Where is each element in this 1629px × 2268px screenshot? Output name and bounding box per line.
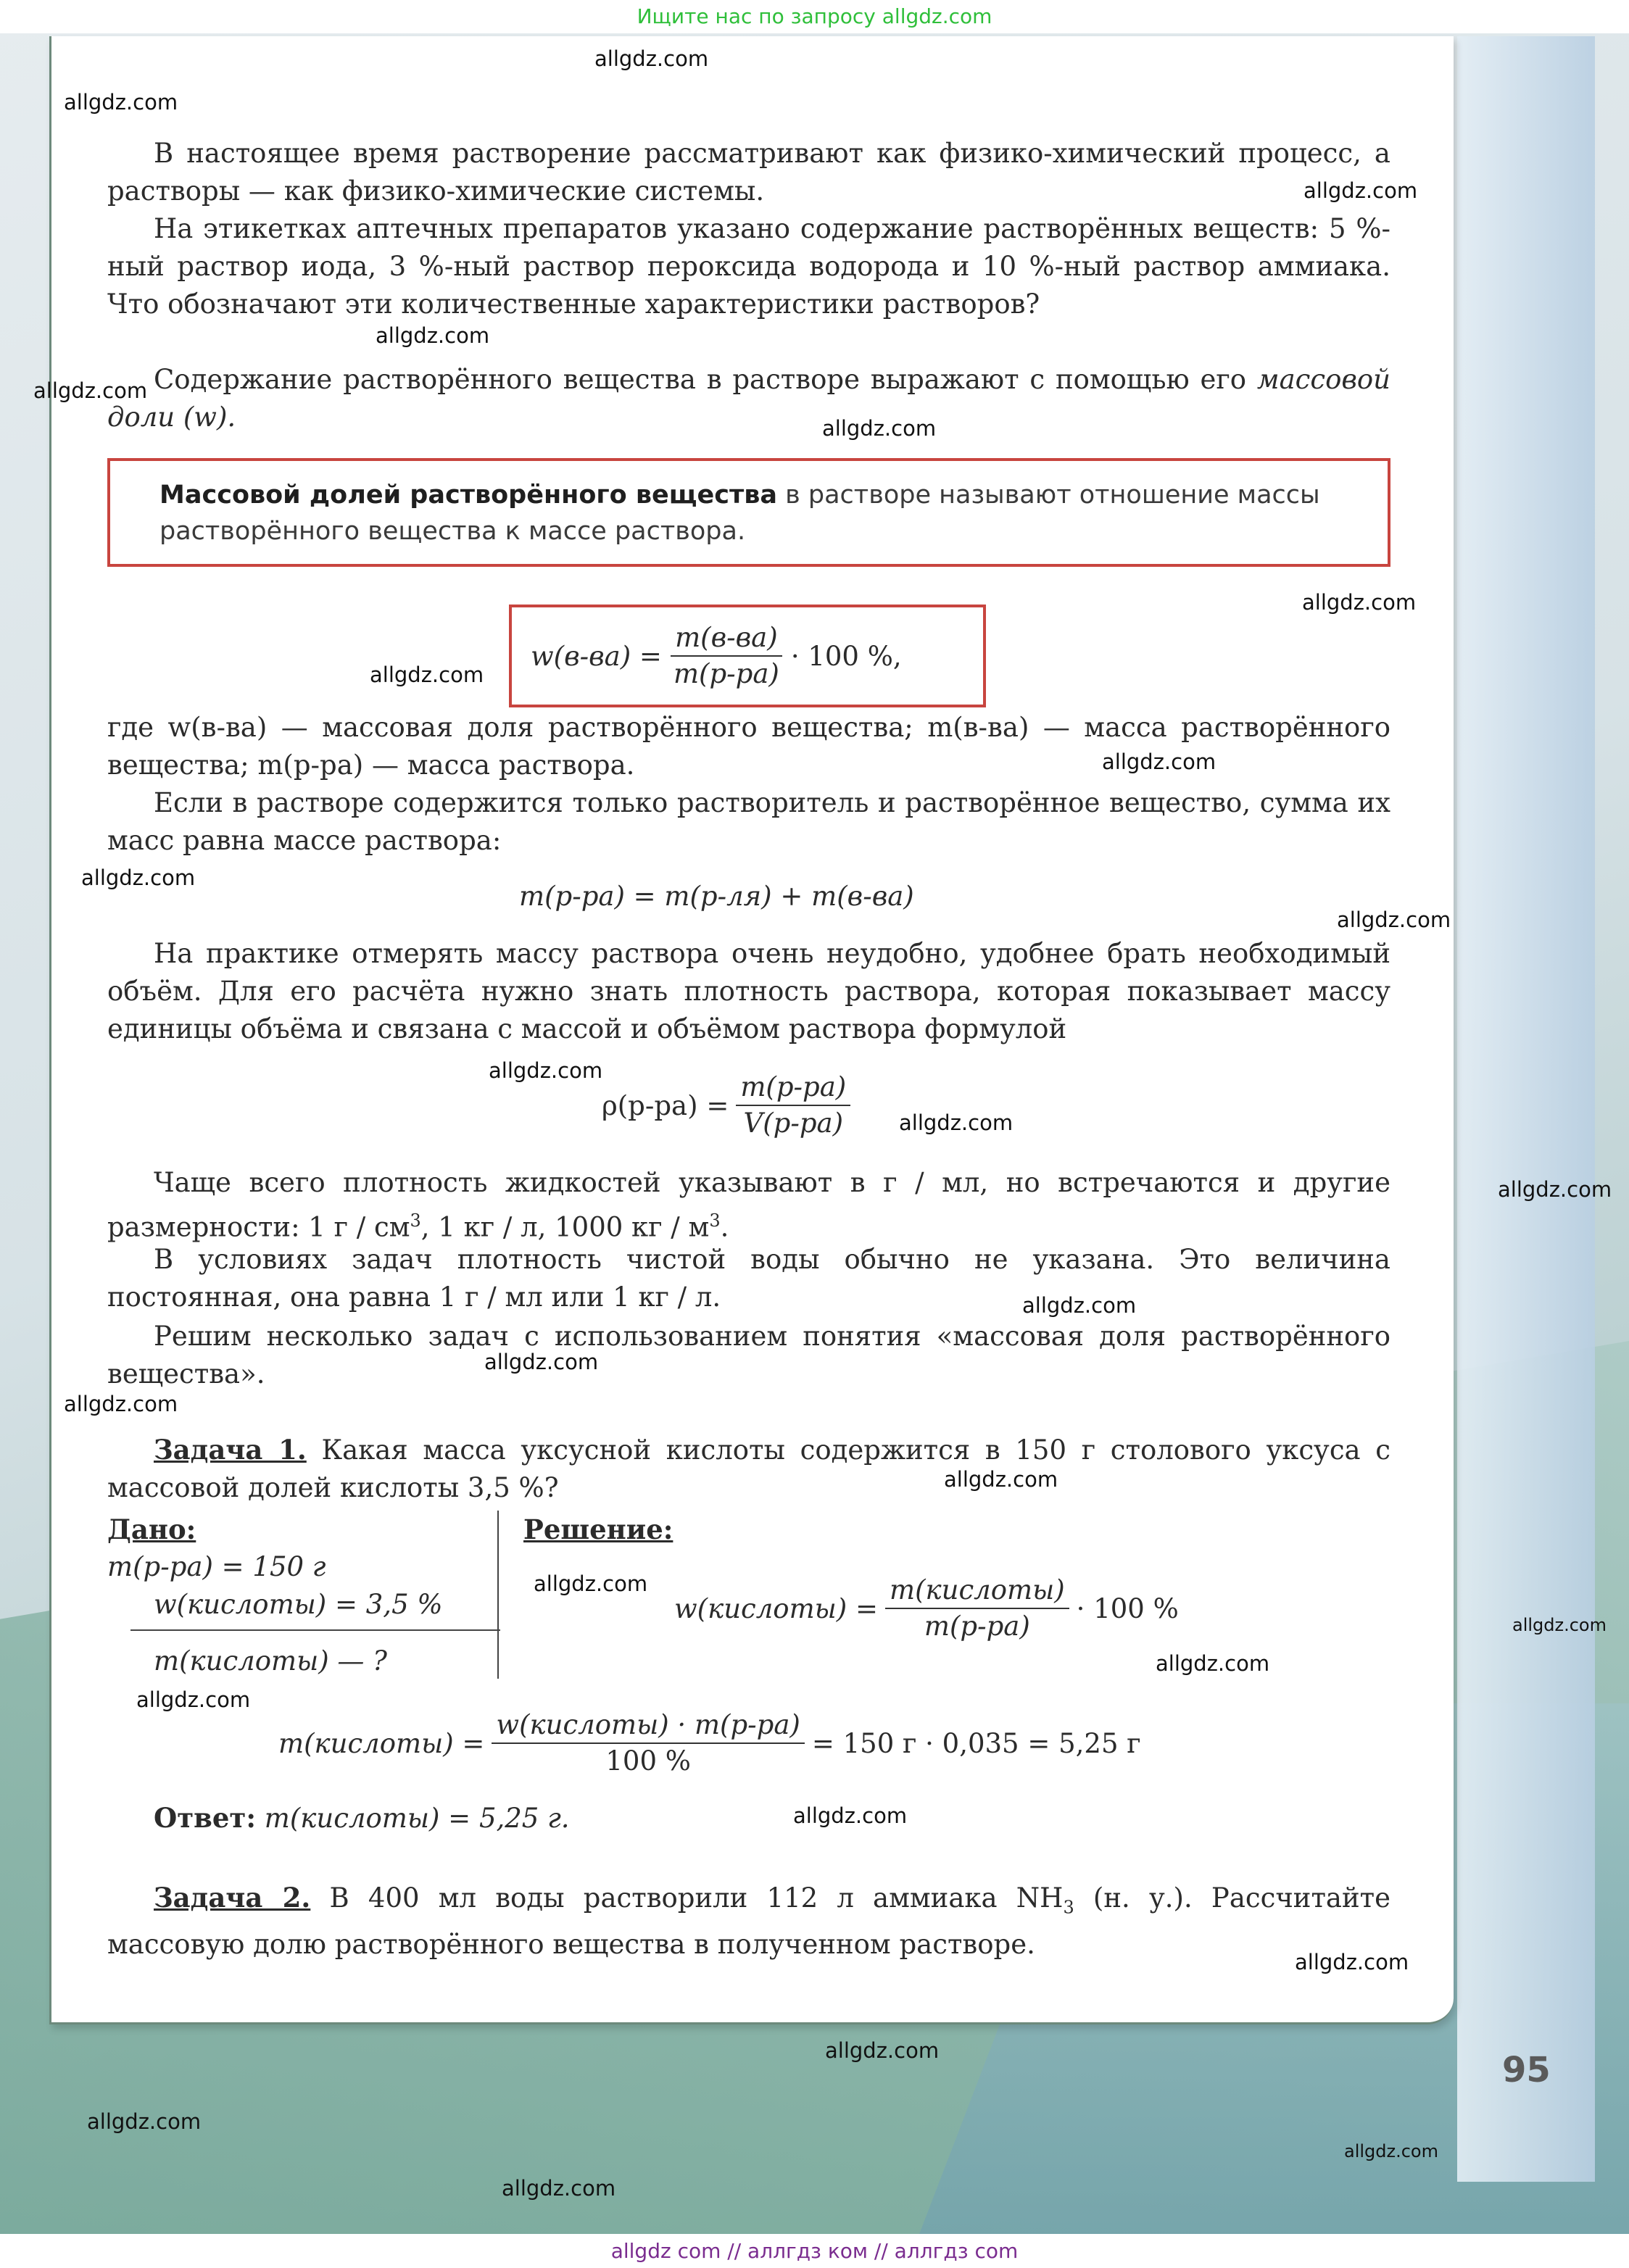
formula-denominator: m(р-ра) (673, 658, 779, 689)
watermark: allgdz.com (1102, 749, 1216, 774)
formula-fraction (669, 620, 784, 691)
formula-density (602, 1066, 858, 1145)
formula-mass-fraction (531, 607, 902, 705)
given-separator (130, 1629, 500, 1631)
paragraph-7-text-b: , 1 кг / л, 1000 кг / м (420, 1211, 710, 1243)
task-2-label: Задача 2. (154, 1882, 311, 1914)
definition-box (107, 458, 1390, 567)
watermark: allgdz.com (822, 416, 937, 441)
paragraph-3-term: массовой доли (w). (107, 364, 1390, 433)
paragraph-5: Если в растворе содержится только растворитель и растворённое вещество, сумма их масс равна массе раствора: (107, 787, 1390, 856)
watermark: allgdz.com (594, 46, 709, 71)
task-2-subscript: 3 (1063, 1897, 1074, 1918)
watermark: allgdz.com (1302, 590, 1417, 615)
watermark: allgdz.com (33, 378, 148, 403)
watermark: allgdz.com (1498, 1177, 1612, 1202)
formula-acid-fraction (674, 1569, 1179, 1648)
paragraph-1: В настоящее время растворение рассматривают как физико-химический процесс, а растворы — как физико-химические системы. (107, 138, 1390, 207)
task-1 (107, 1431, 1390, 1507)
watermark: allgdz.com (136, 1687, 251, 1712)
watermark: allgdz.com (534, 1571, 648, 1596)
watermark: allgdz.com (1303, 178, 1418, 203)
watermark: allgdz.com (489, 1058, 603, 1083)
paragraph-4: где w(в-ва) — массовая доля растворённого вещества; m(в-ва) — масса растворённого вещества; m(р-ра) — масса раствора. (107, 712, 1390, 781)
watermark: allgdz.com (1344, 2141, 1438, 2161)
given-divider (497, 1511, 499, 1679)
formula-acid-fraction-frac (885, 1573, 1069, 1644)
watermark: allgdz.com (81, 865, 196, 890)
top-link[interactable]: Ищите нас по запросу allgdz.com (637, 4, 992, 28)
watermark: allgdz.com (502, 2176, 616, 2201)
formula-acid-lhs: w(кислоты) = (674, 1592, 879, 1624)
formula-numerator: m(в-ва) (671, 620, 782, 657)
answer-label: Ответ: (154, 1802, 256, 1834)
watermark: allgdz.com (1512, 1615, 1607, 1635)
watermark: allgdz.com (1156, 1651, 1270, 1676)
formula-solution-mass: m(р-ра) = m(р-ля) + m(в-ва) (519, 880, 914, 912)
bottom-link[interactable]: allgdz com // аллгдз ком // аллгдз com (610, 2239, 1019, 2263)
paragraph-3 (107, 361, 1390, 436)
paragraph-8: В условиях задач плотность чистой воды обычно не указана. Это величина постоянная, она равна 1 г / мл или 1 кг / л. (107, 1244, 1390, 1313)
bottom-bar (0, 2234, 1629, 2268)
watermark: allgdz.com (370, 662, 484, 687)
page-number: 95 (1502, 2050, 1551, 2090)
formula-acid-mass-denominator: 100 % (605, 1745, 691, 1777)
watermark: allgdz.com (793, 1803, 908, 1828)
formula-rhs: · 100 %, (790, 640, 902, 672)
given-solution-mass: m(р-ра) = 150 г (107, 1551, 326, 1582)
paragraph-6: На практике отмерять массу раствора очень неудобно, удобнее брать необходимый объём. Для его расчёта нужно знать плотность раствора, которая показывает массу единицы объёма и связана с массой и объёмом раствора формулой (107, 938, 1390, 1044)
task-1-label: Задача 1. (154, 1434, 307, 1466)
given-block (107, 1511, 499, 1680)
paragraph-3-text: Содержание растворённого вещества в растворе выражают с помощью его (154, 364, 1257, 395)
task-2-text-a: В 400 мл воды растворили 112 л аммиака NH (310, 1882, 1064, 1914)
watermark: allgdz.com (1022, 1293, 1137, 1318)
paragraph-7-text-a: Чаще всего плотность жидкостей указывают в г / мл, но встречаются и другие размерности: 1 г / см (107, 1167, 1390, 1243)
paragraph-9: Решим несколько задач с использованием понятия «массовая доля растворённого вещества». (107, 1321, 1390, 1390)
answer-text: m(кислоты) = 5,25 г. (256, 1803, 570, 1834)
formula-acid-numerator: m(кислоты) (885, 1573, 1069, 1609)
formula-density-denominator: V(р-ра) (743, 1108, 844, 1139)
given-acid-fraction: w(кислоты) = 3,5 % (154, 1589, 443, 1620)
formula-acid-mass-rhs: = 150 г · 0,035 = 5,25 г (811, 1727, 1141, 1759)
paragraph-7 (107, 1164, 1390, 1246)
paragraph-7-sup-1: 3 (410, 1210, 421, 1231)
formula-acid-mass-lhs: m(кислоты) = (278, 1727, 485, 1759)
watermark: allgdz.com (1337, 907, 1451, 932)
watermark: allgdz.com (64, 1392, 178, 1416)
watermark: allgdz.com (87, 2109, 202, 2134)
task-1-text: Какая масса уксусной кислоты содержится в 150 г столового уксуса с массовой долей кислоты 3,5 %? (107, 1434, 1391, 1503)
right-band (1457, 36, 1595, 2182)
task-2 (107, 1879, 1390, 1964)
formula-lhs: w(в-ва) = (531, 640, 662, 672)
given-label: Дано: (107, 1513, 196, 1545)
watermark: allgdz.com (825, 2038, 940, 2063)
formula-density-lhs: ρ(р-ра) = (602, 1089, 729, 1121)
formula-density-fraction (736, 1070, 850, 1141)
watermark: allgdz.com (484, 1350, 599, 1374)
paragraph-7-sup-2: 3 (709, 1210, 721, 1231)
definition-term: Массовой долей растворённого вещества (159, 481, 778, 510)
solution-label: Решение: (523, 1513, 673, 1545)
definition-rest: в растворе называют отношение массы растворённого вещества к массе раствора. (159, 481, 1320, 546)
formula-acid-rhs: · 100 % (1076, 1592, 1179, 1624)
given-unknown: m(кислоты) — ? (154, 1645, 388, 1677)
definition-text (159, 477, 1348, 549)
watermark: allgdz.com (376, 323, 490, 348)
formula-acid-mass-numerator: w(кислоты) · m(р-ра) (492, 1708, 804, 1744)
formula-acid-mass (278, 1703, 1141, 1783)
top-bar (0, 0, 1629, 33)
formula-acid-mass-frac (492, 1708, 804, 1779)
paragraph-7-text-c: . (720, 1211, 729, 1243)
formula-acid-denominator: m(р-ра) (924, 1611, 1030, 1642)
watermark: allgdz.com (899, 1110, 1014, 1135)
watermark: allgdz.com (64, 90, 178, 115)
watermark: allgdz.com (944, 1467, 1058, 1492)
formula-density-numerator: m(р-ра) (736, 1070, 850, 1106)
paragraph-2: На этикетках аптечных препаратов указано содержание растворённых веществ: 5 %-ный раствор иода, 3 %-ный раствор пероксида водорода и 10 %-ный раствор аммиака. Что обозначают эти количественные характеристики растворов? (107, 213, 1390, 320)
answer (107, 1799, 1390, 1837)
task-2-text-b: (н. у.). Рассчитайте массовую долю растворённого вещества в полученном растворе. (107, 1882, 1390, 1961)
watermark: allgdz.com (1295, 1950, 1409, 1974)
